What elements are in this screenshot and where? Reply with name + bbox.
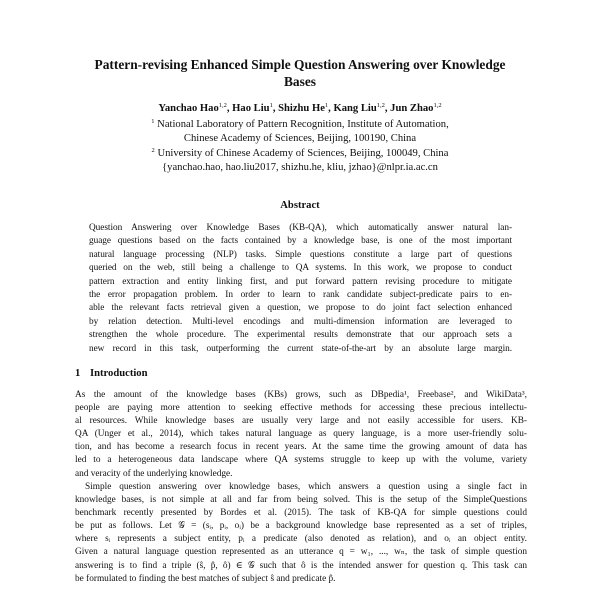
author-name: Jun Zhao: [390, 103, 434, 114]
body-line: Given a natural language question represented as an utterance q = w₁, ..., wₙ, the task of simple question: [75, 547, 527, 558]
body-line: Simple question answering over knowledge bases, which answers a question using a single fact in: [85, 482, 527, 492]
body-line: where sᵢ represents a subject entity, pᵢ a predicate (also denoted as relation), and oᵢ an object entity.: [75, 534, 527, 545]
body-line: be put as follows. Let 𝒢 = (sᵢ, pᵢ, oᵢ) be a background knowledge base represented as a set of triples,: [75, 521, 527, 532]
body-line: led to a heterogeneous data landscape where QA systems struggle to keep up with the volume, variety: [75, 455, 527, 466]
title-line: Bases: [284, 73, 316, 89]
body-line: QA (Unger et al., 2014), which takes natural language as query language, is a more user-friendly solu-: [75, 429, 527, 440]
affiliation-mark: 1: [151, 118, 155, 125]
section-title: Introduction: [90, 368, 148, 379]
abstract-line: pattern extraction and entity linking first, and put forward pattern revising procedure to mitigate: [89, 276, 512, 287]
body-line: and veracity of the underlying knowledge.: [75, 468, 233, 479]
author-affiliation-mark: 1: [269, 102, 273, 109]
affiliation-line: [60, 132, 540, 146]
intro-paragraph-2: [75, 481, 527, 586]
body-line: knowledge bases, is not simple at all and far from being solved. This is the setup of the SimpleQuestions: [75, 495, 527, 506]
body-line: al resources. While knowledge bases are usually very large and not easily accessible for users. KB-: [75, 416, 527, 427]
author-name: Yanchao Hao: [158, 103, 219, 114]
author-name: Shizhu He: [278, 103, 325, 114]
author-list: Yanchao Hao$^{1,2}$, Hao Liu$^1$, Shizhu He$^1$, Kang Liu$^{1,2}$, Jun Zhao$^{1,2}$: [158, 102, 442, 114]
affiliation-line: [60, 118, 540, 132]
affiliation-text: {yanchao.hao, hao.liu2017, shizhu.he, kliu, jzhao}@nlpr.ia.ac.cn: [162, 162, 438, 173]
body-line: tion, and has become a research focus in recent years. At the same time the growing amount of data has: [75, 442, 527, 453]
section-heading: [75, 368, 148, 379]
abstract-line: natural language processing (NLP) tasks. Simple questions constitute a large part of questions: [89, 249, 512, 260]
abstract-line: Question Answering over Knowledge Bases (KB-QA), which automatically answer natural lan-: [89, 223, 512, 233]
abstract-line: the error propagation problem. In order to learn to rank candidate subject-predicate pairs to en-: [89, 290, 512, 301]
affiliation-text: Chinese Academy of Sciences, Beijing, 100190, China: [183, 133, 417, 144]
author-affiliation-mark: 1,2: [218, 102, 227, 109]
author-affiliation-mark: 1,2: [433, 102, 442, 109]
abstract-line: strengthen the whole procedure. The experimental results demonstrate that our approach sets a: [89, 330, 512, 341]
abstract-line: queried on the web, still being a challenge to QA systems. In this work, we propose to conduct: [89, 263, 512, 274]
affiliation-line: [60, 147, 540, 161]
affiliation-text: National Laboratory of Pattern Recognition, Institute of Automation,: [157, 119, 449, 130]
body-line: people are paying more attention to seeking effective methods for accessing these precious intellectu-: [75, 403, 527, 414]
abstract-line: new record in this task, outperforming the current state-of-the-art by an absolute large margin.: [89, 343, 512, 354]
abstract-line: guage questions based on the facts contained by a knowledge base, is one of the most important: [89, 236, 512, 247]
section-number: 1: [75, 368, 81, 379]
intro-paragraph-1: [75, 389, 527, 481]
abstract-heading: Abstract: [280, 200, 320, 211]
title-line: Pattern-revising Enhanced Simple Question Answering over Knowledge: [94, 57, 506, 72]
paper-title: [60, 57, 540, 90]
abstract-line: able the relevant facts retrieval given a question, we propose to do joint fact selection enhanced: [89, 303, 512, 314]
body-line: benchmark recently presented by Bordes et al. (2015). The task of KB-QA for simple questions could: [75, 508, 527, 519]
body-line: As the amount of the knowledge bases (KBs) grows, such as DBpedia¹, Freebase², and WikiData³,: [75, 390, 527, 400]
body-line: answering is to find a triple (ŝ, p̂, ô) ∈ 𝒢 such that ô is the intended answer for question q. This task can: [75, 560, 527, 571]
affiliation-mark: 2: [151, 147, 155, 154]
author-affiliation-mark: 1,2: [376, 102, 385, 109]
body-line: be formulated to finding the best matches of subject ŝ and predicate p̂.: [75, 573, 336, 584]
abstract-line: by relation detection. Multi-level encodings and multi-dimension information are leveraged to: [89, 316, 512, 327]
author-emails: [60, 161, 540, 175]
author-name: Hao Liu: [232, 103, 270, 114]
author-affiliation-mark: 1: [324, 102, 329, 109]
author-name: Kang Liu: [333, 103, 377, 114]
affiliation-text: University of Chinese Academy of Sciences, Beijing, 100049, China: [157, 148, 449, 159]
abstract-body: [89, 222, 512, 356]
